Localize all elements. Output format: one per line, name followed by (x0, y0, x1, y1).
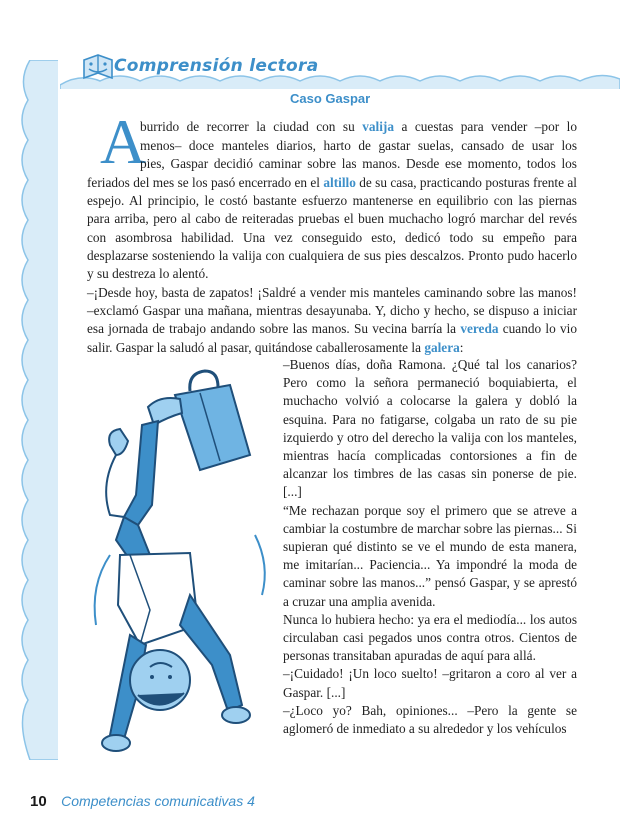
column-paragraph: “Me rechazan porque soy el primero que se atreve a cambiar la costumbre de marchar sobre las piernas... Si supieran qué distinto se ve el mundo de esta manera, me imitarían... Paciencia... Ya impondré la moda de caminar sobre las manos...” pensó Gaspar, y se aprestó a cruzar una amplia avenida. (283, 502, 577, 609)
smiling-book-icon (80, 50, 116, 84)
intro-line-2: menos– doce manteles diarios, harto de gastar suelas, cansado de usar los (140, 138, 577, 153)
paragraph-1-rest: feriados del mes se los pasó encerrado en el altillo de su casa, practicando posturas frente al espejo. Al principio, le costó bastante esfuerzo mantenerse en equilibrio con las piernas para arriba, pero al cabo de reiteradas pruebas el buen muchacho logró marchar del revés con asombrosa habilidad. Una vez conseguido esto, dedicó todo su empeño para desplazarse sosteniendo la valija con cualquiera de sus pies descalzos. Pronto pudo hacerlo y su destreza lo alentó. (87, 175, 577, 282)
keyword-valija: valija (362, 119, 394, 134)
right-column-text (283, 356, 577, 738)
column-paragraph: –¡Cuidado! ¡Un loco suelto! –gritaron a coro al ver a Gaspar. [...] (283, 666, 577, 700)
column-paragraph: –¿Loco yo? Bah, opiniones... –Pero la gente se aglomeró de inmediato a su alrededor y los vehículos (283, 702, 577, 737)
book-title: Competencias comunicativas 4 (61, 793, 255, 809)
page-number: 10 (30, 793, 47, 810)
column-paragraph: Nunca lo hubiera hecho: ya era el mediodía... los autos circulaban casi pegados unos contra otros. Cientos de personas transitaban apuradas de aquí para allá. (283, 611, 577, 664)
drop-cap: A (100, 106, 147, 177)
paragraph-2: –¡Desde hoy, basta de zapatos! ¡Saldré a vender mis manteles caminando sobre las manos! –exclamó Gaspar una mañana, mientras desayunaba. Y, dicho y hecho, se dispuso a iniciar esa jornada de trabajo andando sobre las manos. Su vecina barría la vereda cuando lo vio salir. Gaspar la saludó al pasar, quitándose caballerosamente la galera: (87, 285, 577, 355)
section-title: Comprensión lectora (114, 56, 319, 76)
page-footer (30, 793, 255, 811)
keyword-vereda: vereda (460, 321, 499, 337)
decorative-frame-left (0, 60, 70, 760)
story-title: Caso Gaspar (290, 91, 371, 106)
handstand-man-illustration (80, 355, 280, 775)
intro-line-3: pies, Gaspar decidió caminar sobre las manos. Desde ese momento, todos los (140, 156, 577, 171)
keyword-galera: galera (424, 339, 460, 355)
intro-line-1: burrido de recorrer la ciudad con su valija a cuestas para vender –por lo (140, 119, 577, 134)
column-paragraph: –Buenos días, doña Ramona. ¿Qué tal los canarios? Pero como la señora permaneció boquiabierta, el muchacho volvió a colocarse la galera y dobló la esquina. Para no fatigarse, colgaba un rato de su pie izquierdo y otro del derecho la valija con los manteles, mientras hacía complicadas contorsiones a fin de alcanzar los timbres de las casas sin ponerse de pie. [...] (283, 357, 577, 500)
keyword-altillo: altillo (323, 175, 356, 190)
suitcase-icon (175, 371, 250, 470)
